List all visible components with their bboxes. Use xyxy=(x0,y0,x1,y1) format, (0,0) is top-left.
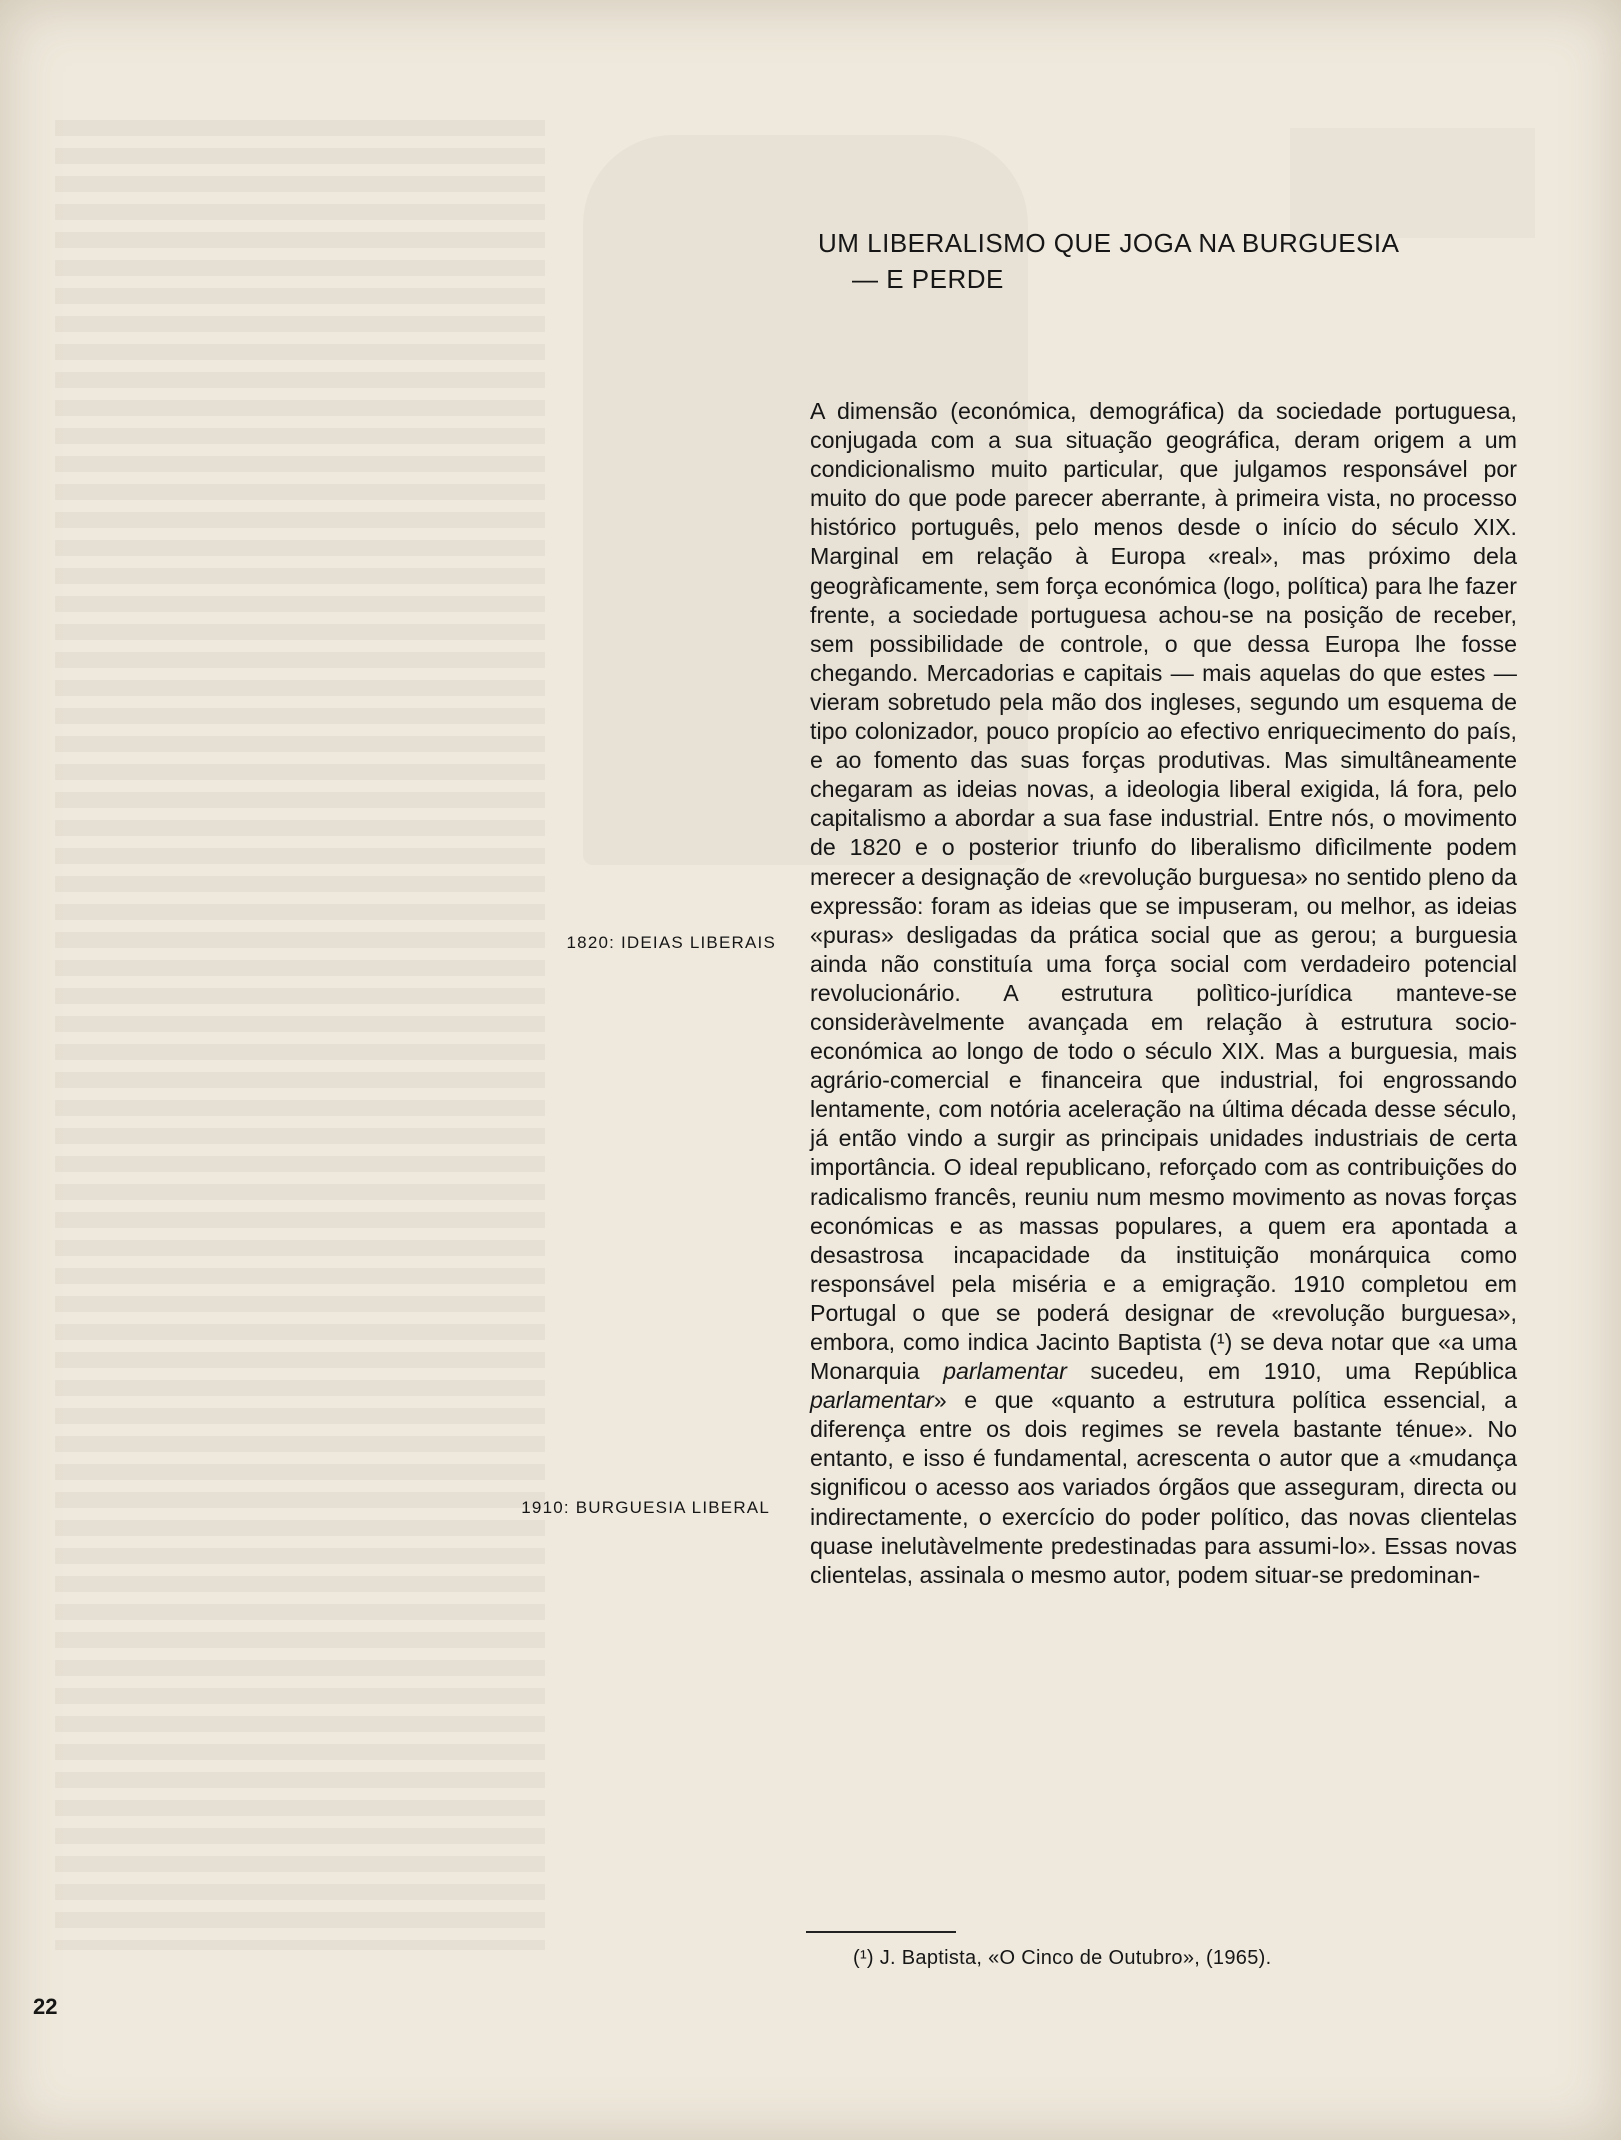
article-title-line-1: UM LIBERALISMO QUE JOGA NA BURGUESIA xyxy=(818,228,1400,258)
article-body-italic-2: parlamentar xyxy=(810,1387,934,1414)
article-body-part-3: » e que «quanto a estrutura política essencial, a diferença entre os dois regimes se revela bastante ténue». No entanto, e isso é fundamental, acrescenta o autor que a «mudança significou o acesso aos variados órgãos que asseguram, directa ou indirectamente, o exercício do poder político, das novas clientelas quase inelutàvelmente predestinadas para assumi-lo». Essas novas clientelas, assinala o mesmo autor, podem situar-se predominan- xyxy=(810,1387,1517,1588)
footnote: (¹) J. Baptista, «O Cinco de Outubro», (1965). xyxy=(853,1947,1272,1969)
caption-1820: 1820: IDEIAS LIBERAIS xyxy=(566,933,776,952)
show-through-masthead xyxy=(1290,128,1535,238)
article-body-part-2: sucedeu, em 1910, uma República xyxy=(1066,1358,1517,1385)
caption-1910: 1910: BURGUESIA LIBERAL xyxy=(521,1498,770,1517)
article-body-part-1: A dimensão (económica, demográfica) da sociedade portuguesa, conjugada com a sua situação geográfica, deram origem a um condicionalismo muito particular, que julgamos responsável por muito do que pode parecer aberrante, à primeira vista, no processo histórico português, pelo menos desde o início do século XIX. Marginal em relação à Europa «real», mas próximo dela geogràficamente, sem força económica (logo, política) para lhe fazer frente, a sociedade portuguesa achou-se na posição de receber, sem possibilidade de controle, o que dessa Europa lhe fosse chegando. Mercadorias e capitais — mais aquelas do que estes — vieram sobretudo pela mão dos ingleses, segundo um esquema de tipo colonizador, pouco propício ao efectivo enriquecimento do país, e ao fomento das suas forças produtivas. Mas simultâneamente chegaram as ideias novas, a ideologia liberal exigida, lá fora, pelo capitalismo a abordar a sua fase industrial. Entre nós, o movimento de 1820 e o posterior triunfo do liberalismo difìcilmente podem merecer a designação de «revolução burguesa» no sentido pleno da expressão: foram as ideias que se impuseram, ou melhor, as ideias «puras» desligadas da prática social que as gerou; a burguesia ainda não constituía uma força social com verdadeiro potencial revolucionário. A estrutura polìtico-jurídica manteve-se consideràvelmente avançada em relação à estrutura socio-económica ao longo de todo o século XIX. Mas a burguesia, mais agrário-comercial e financeira que industrial, foi engrossando lentamente, com notória aceleração na última década desse século, já então vindo a surgir as principais unidades industriais de certa importância. O ideal republicano, reforçado com as contribuições do radicalismo francês, reuniu num mesmo movimento as novas forças económicas e as massas populares, a quem era apontada a desastrosa incapacidade da instituição monárquica como responsável pela miséria e a emigração. 1910 completou em Portugal o que se poderá designar de «revolução burguesa», embora, como indica Jacinto Baptista (¹) se deva notar que «a uma Monarquia xyxy=(810,398,1517,1385)
show-through-text-area xyxy=(55,120,545,1950)
footnote-divider xyxy=(806,1931,956,1933)
article-body xyxy=(810,397,1517,1590)
article-title-line-2: — E PERDE xyxy=(852,264,1004,294)
article-title xyxy=(818,225,1518,297)
article-body-italic-1: parlamentar xyxy=(943,1358,1067,1385)
page-number: 22 xyxy=(33,1994,58,2019)
